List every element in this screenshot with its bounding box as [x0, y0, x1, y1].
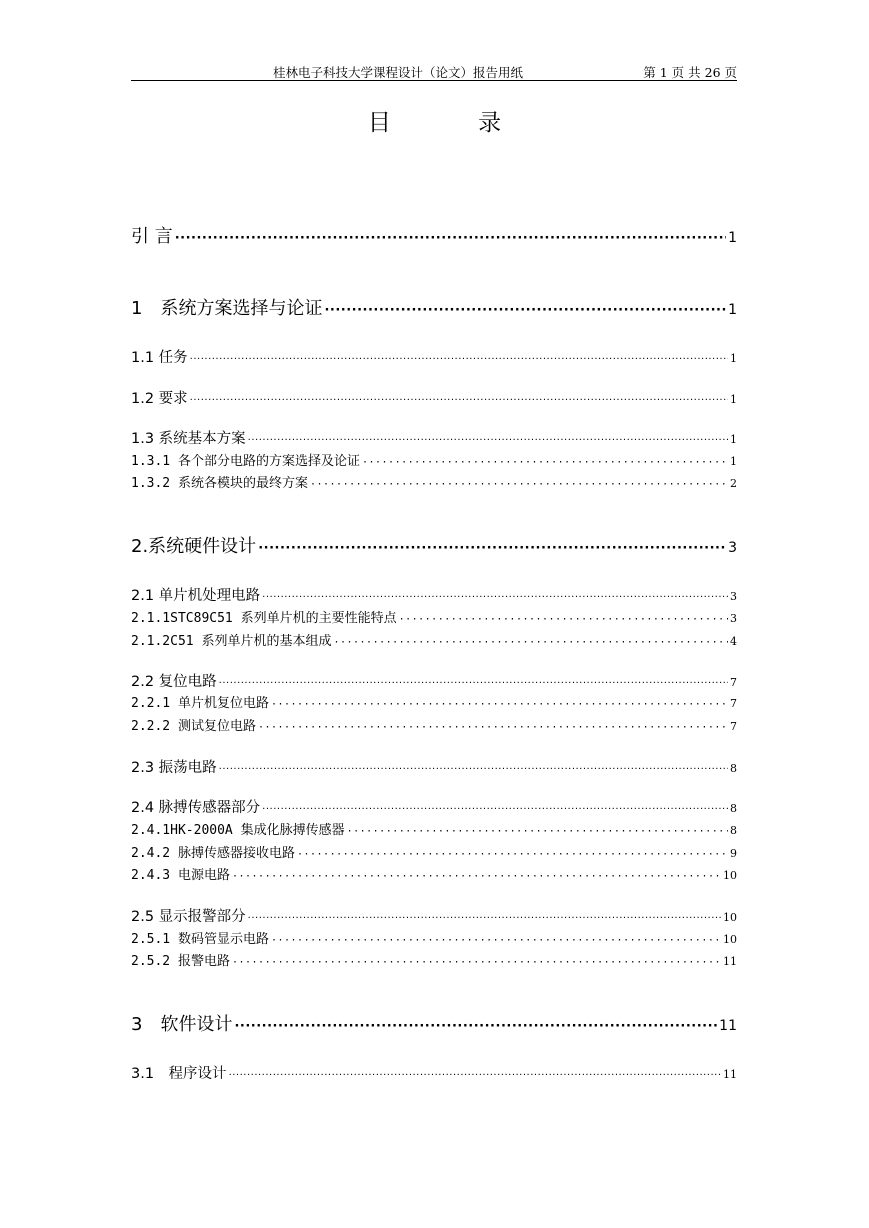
- toc-entry-page: 10: [723, 869, 737, 882]
- toc-leader-dots: [219, 678, 728, 689]
- toc-entry-page: 3: [730, 612, 737, 625]
- toc-entry-page: 1: [730, 433, 737, 446]
- toc-entry-chapter-2[interactable]: [131, 532, 737, 558]
- toc-entry-2-1-2[interactable]: [131, 630, 737, 649]
- toc-entry-page: 3: [728, 540, 737, 556]
- toc-leader-dots: [232, 957, 721, 968]
- toc-entry-label: 引 言: [131, 226, 173, 247]
- toc-entry-label: 2.1.1STC89C51 系列单片机的主要性能特点: [131, 611, 397, 626]
- toc-entry-2-5-2[interactable]: [131, 950, 737, 969]
- toc-entry-label: 2.1 单片机处理电路: [131, 588, 261, 604]
- toc-entry-page: 1: [730, 393, 737, 406]
- toc-entry-page: 1: [730, 455, 737, 468]
- toc-entry-intro[interactable]: [131, 222, 737, 248]
- toc-entry-1-3-1[interactable]: [131, 450, 737, 469]
- toc-entry-2-4-1[interactable]: [131, 819, 737, 838]
- toc-leader-dots: [248, 435, 728, 446]
- toc-leader-dots: [219, 764, 728, 775]
- toc-leader-dots: [310, 479, 728, 490]
- toc-leader-dots: [234, 1019, 717, 1034]
- toc-entry-chapter-3[interactable]: [131, 1010, 737, 1036]
- toc-entry-label: 2.3 振荡电路: [131, 760, 217, 776]
- toc-entry-1-3[interactable]: [131, 427, 737, 448]
- toc-entry-page: 7: [730, 676, 737, 689]
- toc-entry-label: 1 系统方案选择与论证: [131, 298, 323, 319]
- toc-entry-label: 2.4.2 脉搏传感器接收电路: [131, 846, 295, 861]
- toc-entry-2-4-3[interactable]: [131, 864, 737, 883]
- toc-entry-label: 2.4 脉搏传感器部分: [131, 800, 261, 816]
- toc-entry-page: 8: [730, 762, 737, 775]
- toc-leader-dots: [262, 804, 728, 815]
- toc-entry-1-2[interactable]: [131, 387, 737, 408]
- toc-entry-label: 1.2 要求: [131, 391, 188, 407]
- toc-entry-label: 2.5 显示报警部分: [131, 909, 246, 925]
- toc-leader-dots: [229, 1070, 721, 1081]
- toc-entry-page: 9: [730, 847, 737, 860]
- toc-entry-page: 11: [723, 955, 737, 968]
- toc-entry-page: 4: [730, 635, 737, 648]
- toc-entry-1-1[interactable]: [131, 346, 737, 367]
- header-page-info: 第 1 页 共 26 页: [643, 65, 737, 80]
- toc-leader-dots: [258, 541, 726, 556]
- toc-entry-label: 2.2.1 单片机复位电路: [131, 696, 269, 711]
- toc-leader-dots: [258, 722, 728, 733]
- toc-entry-label: 2.5.1 数码管显示电路: [131, 932, 269, 947]
- toc-entry-label: 1.3.2 系统各模块的最终方案: [131, 476, 308, 491]
- toc-entry-2-4-2[interactable]: [131, 842, 737, 861]
- toc-entry-2-4[interactable]: [131, 796, 737, 817]
- toc-leader-dots: [362, 457, 728, 468]
- toc-entry-label: 2.4.3 电源电路: [131, 868, 230, 883]
- toc-entry-2-1-1[interactable]: [131, 607, 737, 626]
- toc-leader-dots: [297, 849, 728, 860]
- toc-leader-dots: [324, 303, 726, 318]
- toc-entry-page: 10: [723, 911, 737, 924]
- toc-entry-2-2-2[interactable]: [131, 715, 737, 734]
- toc-entry-page: 10: [723, 933, 737, 946]
- toc-entry-page: 11: [719, 1018, 737, 1034]
- toc-leader-dots: [248, 913, 721, 924]
- toc-entry-label: 1.3 系统基本方案: [131, 431, 246, 447]
- toc-entry-label: 1.3.1 各个部分电路的方案选择及论证: [131, 454, 360, 469]
- toc-entry-page: 1: [730, 352, 737, 365]
- toc-entry-page: 7: [730, 720, 737, 733]
- toc-leader-dots: [399, 614, 728, 625]
- toc-entry-2-2[interactable]: [131, 670, 737, 691]
- toc-entry-page: 11: [723, 1068, 737, 1081]
- toc-entry-label: 2.5.2 报警电路: [131, 954, 230, 969]
- toc-entry-2-2-1[interactable]: [131, 692, 737, 711]
- toc-entry-page: 8: [730, 824, 737, 837]
- toc-entry-2-1[interactable]: [131, 584, 737, 605]
- toc-entry-label: 2.4.1HK-2000A 集成化脉搏传感器: [131, 823, 345, 838]
- toc-entry-label: 3.1 程序设计: [131, 1066, 227, 1082]
- toc-entry-page: 1: [728, 230, 737, 246]
- toc-leader-dots: [271, 699, 728, 710]
- toc-entry-label: 2.1.2C51 系列单片机的基本组成: [131, 634, 332, 649]
- toc-title: 目 录: [367, 110, 542, 136]
- toc-leader-dots: [190, 354, 728, 365]
- toc-entry-page: 7: [730, 697, 737, 710]
- toc-entry-2-5-1[interactable]: [131, 928, 737, 947]
- toc-entry-label: 1.1 任务: [131, 350, 188, 366]
- toc-entry-label: 2.系统硬件设计: [131, 536, 257, 557]
- toc-leader-dots: [262, 592, 728, 603]
- toc-entry-chapter-1[interactable]: [131, 294, 737, 320]
- toc-entry-2-3[interactable]: [131, 756, 737, 777]
- toc-entry-label: 2.2.2 测试复位电路: [131, 719, 256, 734]
- toc-entry-1-3-2[interactable]: [131, 472, 737, 491]
- toc-leader-dots: [333, 637, 728, 648]
- toc-leader-dots: [271, 935, 721, 946]
- toc-leader-dots: [232, 871, 721, 882]
- toc-entry-label: 3 软件设计: [131, 1014, 233, 1035]
- toc-entry-page: 3: [730, 590, 737, 603]
- page-header: [131, 60, 737, 81]
- header-title: 桂林电子科技大学课程设计（论文）报告用纸: [273, 65, 524, 80]
- toc-leader-dots: [190, 395, 728, 406]
- toc-entry-3-1[interactable]: [131, 1062, 737, 1083]
- toc-entry-page: 2: [730, 477, 737, 490]
- toc-leader-dots: [175, 231, 726, 246]
- toc-entry-label: 2.2 复位电路: [131, 674, 217, 690]
- toc-entry-page: 1: [728, 302, 737, 318]
- toc-entry-page: 8: [730, 802, 737, 815]
- toc-entry-2-5[interactable]: [131, 905, 737, 926]
- toc-leader-dots: [347, 826, 728, 837]
